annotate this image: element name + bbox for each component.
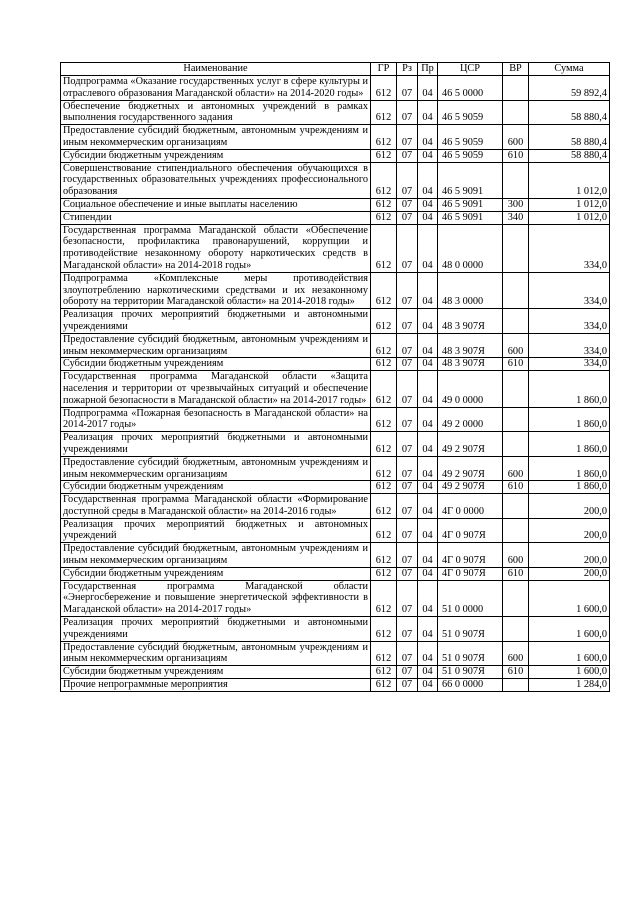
cell-sum: 1 600,0 [529, 666, 610, 679]
cell-csr: 46 5 0000 [438, 76, 503, 101]
cell-gr: 612 [371, 481, 397, 494]
cell-name: Предоставление субсидий бюджетным, автономным учреждениям и иным некоммерческим организациям [61, 456, 371, 481]
table-row [61, 617, 610, 642]
cell-csr: 46 5 9091 [438, 198, 503, 211]
cell-vr: 600 [503, 333, 529, 358]
table-row [61, 641, 610, 666]
cell-csr: 48 3 907Я [438, 333, 503, 358]
cell-vr [503, 309, 529, 334]
cell-sum: 334,0 [529, 333, 610, 358]
cell-name: Стипендии [61, 211, 371, 224]
cell-rz: 07 [397, 125, 418, 150]
cell-rz: 07 [397, 666, 418, 679]
cell-csr: 46 5 9059 [438, 149, 503, 162]
cell-name: Социальное обеспечение и иные выплаты населению [61, 198, 371, 211]
cell-csr: 51 0 907Я [438, 641, 503, 666]
cell-pr: 04 [418, 371, 438, 407]
cell-sum: 1 284,0 [529, 679, 610, 692]
cell-name: Подпрограмма «Комплексные меры противодействия злоупотреблению наркотическими средствами и их незаконному обороту на территории Магаданской области» на 2014-2018 годы» [61, 272, 371, 308]
cell-csr: 46 5 9091 [438, 211, 503, 224]
table-row [61, 543, 610, 568]
cell-sum: 1 600,0 [529, 617, 610, 642]
cell-vr: 610 [503, 149, 529, 162]
cell-rz: 07 [397, 358, 418, 371]
cell-vr: 300 [503, 198, 529, 211]
cell-pr: 04 [418, 580, 438, 616]
cell-name: Субсидии бюджетным учреждениям [61, 358, 371, 371]
cell-name: Государственная программа Магаданской области «Защита населения и территории от чрезвычайных ситуаций и обеспечение пожарной безопасности в Магаданской области» на 2014-2017 годы» [61, 371, 371, 407]
cell-name: Реализация прочих мероприятий бюджетными и автономными учреждениями [61, 432, 371, 457]
header-name: Наименование [61, 63, 371, 76]
cell-rz: 07 [397, 333, 418, 358]
cell-rz: 07 [397, 76, 418, 101]
cell-rz: 07 [397, 371, 418, 407]
cell-csr: 49 2 907Я [438, 456, 503, 481]
cell-gr: 612 [371, 211, 397, 224]
cell-gr: 612 [371, 567, 397, 580]
cell-csr: 48 3 0000 [438, 272, 503, 308]
cell-sum: 1 860,0 [529, 481, 610, 494]
cell-sum: 1 012,0 [529, 162, 610, 198]
cell-name: Подпрограмма «Оказание государственных услуг в сфере культуры и отраслевого образования Магаданской области» на 2014-2020 годы» [61, 76, 371, 101]
cell-csr: 51 0 907Я [438, 666, 503, 679]
table-row [61, 666, 610, 679]
cell-sum: 1 860,0 [529, 371, 610, 407]
cell-gr: 612 [371, 494, 397, 519]
cell-vr [503, 371, 529, 407]
cell-gr: 612 [371, 76, 397, 101]
cell-gr: 612 [371, 224, 397, 272]
cell-csr: 49 0 0000 [438, 371, 503, 407]
cell-vr [503, 407, 529, 432]
cell-gr: 612 [371, 333, 397, 358]
cell-vr: 610 [503, 666, 529, 679]
table-row [61, 567, 610, 580]
cell-pr: 04 [418, 518, 438, 543]
cell-rz: 07 [397, 224, 418, 272]
cell-sum: 58 880,4 [529, 125, 610, 150]
cell-name: Субсидии бюджетным учреждениям [61, 567, 371, 580]
cell-gr: 612 [371, 456, 397, 481]
cell-sum: 1 860,0 [529, 456, 610, 481]
cell-sum: 1 860,0 [529, 432, 610, 457]
cell-rz: 07 [397, 580, 418, 616]
cell-name: Прочие непрограммные мероприятия [61, 679, 371, 692]
cell-sum: 334,0 [529, 358, 610, 371]
header-gr: ГР [371, 63, 397, 76]
cell-rz: 07 [397, 567, 418, 580]
cell-vr: 600 [503, 125, 529, 150]
table-body [61, 76, 610, 692]
cell-csr: 51 0 0000 [438, 580, 503, 616]
table-row [61, 224, 610, 272]
cell-pr: 04 [418, 407, 438, 432]
table-row [61, 432, 610, 457]
cell-vr [503, 518, 529, 543]
cell-name: Государственная программа Магаданской области «Энергосбережение и повышение энергетической эффективности в Магаданской области» на 2014-2017 годы» [61, 580, 371, 616]
cell-name: Субсидии бюджетным учреждениям [61, 481, 371, 494]
header-csr: ЦСР [438, 63, 503, 76]
cell-gr: 612 [371, 518, 397, 543]
cell-csr: 4Г 0 907Я [438, 567, 503, 580]
cell-sum: 200,0 [529, 494, 610, 519]
table-row [61, 125, 610, 150]
cell-rz: 07 [397, 543, 418, 568]
cell-rz: 07 [397, 641, 418, 666]
cell-rz: 07 [397, 456, 418, 481]
cell-csr: 48 0 0000 [438, 224, 503, 272]
table-row [61, 679, 610, 692]
cell-name: Государственная программа Магаданской области «Обеспечение безопасности, профилактика правонарушений, коррупции и противодействие незаконному обороту наркотических средств в Магаданской области» на 2014-2018 годы» [61, 224, 371, 272]
table-row [61, 309, 610, 334]
cell-name: Подпрограмма «Пожарная безопасность в Магаданской области» на 2014-2017 годы» [61, 407, 371, 432]
cell-vr [503, 76, 529, 101]
cell-csr: 46 5 9059 [438, 125, 503, 150]
header-vr: ВР [503, 63, 529, 76]
header-rz: Рз [397, 63, 418, 76]
cell-pr: 04 [418, 358, 438, 371]
cell-pr: 04 [418, 617, 438, 642]
table-row [61, 333, 610, 358]
cell-csr: 48 3 907Я [438, 358, 503, 371]
cell-gr: 612 [371, 679, 397, 692]
cell-vr: 600 [503, 641, 529, 666]
cell-gr: 612 [371, 641, 397, 666]
cell-vr: 610 [503, 358, 529, 371]
cell-rz: 07 [397, 679, 418, 692]
cell-rz: 07 [397, 518, 418, 543]
table-row [61, 371, 610, 407]
cell-rz: 07 [397, 617, 418, 642]
cell-sum: 200,0 [529, 543, 610, 568]
table-row [61, 198, 610, 211]
cell-rz: 07 [397, 100, 418, 125]
table-row [61, 358, 610, 371]
cell-gr: 612 [371, 666, 397, 679]
cell-vr: 610 [503, 567, 529, 580]
cell-rz: 07 [397, 149, 418, 162]
cell-sum: 1 600,0 [529, 580, 610, 616]
cell-pr: 04 [418, 679, 438, 692]
cell-gr: 612 [371, 162, 397, 198]
cell-pr: 04 [418, 432, 438, 457]
cell-rz: 07 [397, 211, 418, 224]
cell-name: Реализация прочих мероприятий бюджетными и автономными учреждениями [61, 309, 371, 334]
cell-gr: 612 [371, 125, 397, 150]
cell-sum: 334,0 [529, 272, 610, 308]
cell-name: Субсидии бюджетным учреждениям [61, 666, 371, 679]
cell-pr: 04 [418, 567, 438, 580]
cell-name: Предоставление субсидий бюджетным, автономным учреждениям и иным некоммерческим организациям [61, 333, 371, 358]
cell-vr: 340 [503, 211, 529, 224]
cell-vr [503, 679, 529, 692]
table-row [61, 481, 610, 494]
cell-sum: 58 880,4 [529, 100, 610, 125]
cell-name: Совершенствование стипендиального обеспечения обучающихся в государственных образовательных учреждениях профессионального образования [61, 162, 371, 198]
cell-pr: 04 [418, 543, 438, 568]
cell-pr: 04 [418, 333, 438, 358]
cell-sum: 334,0 [529, 224, 610, 272]
table-row [61, 518, 610, 543]
cell-gr: 612 [371, 272, 397, 308]
cell-gr: 612 [371, 198, 397, 211]
cell-name: Предоставление субсидий бюджетным, автономным учреждениям и иным некоммерческим организациям [61, 125, 371, 150]
cell-sum: 1 012,0 [529, 211, 610, 224]
cell-csr: 48 3 907Я [438, 309, 503, 334]
table-header-row [61, 63, 610, 76]
cell-csr: 4Г 0 907Я [438, 518, 503, 543]
cell-vr [503, 580, 529, 616]
cell-rz: 07 [397, 198, 418, 211]
cell-rz: 07 [397, 407, 418, 432]
table-row [61, 456, 610, 481]
table-row [61, 272, 610, 308]
cell-sum: 200,0 [529, 518, 610, 543]
cell-pr: 04 [418, 149, 438, 162]
cell-name: Субсидии бюджетным учреждениям [61, 149, 371, 162]
cell-csr: 49 2 907Я [438, 432, 503, 457]
cell-vr: 600 [503, 456, 529, 481]
cell-gr: 612 [371, 371, 397, 407]
cell-pr: 04 [418, 456, 438, 481]
cell-name: Реализация прочих мероприятий бюджетных и автономных учреждений [61, 518, 371, 543]
cell-pr: 04 [418, 211, 438, 224]
cell-vr [503, 100, 529, 125]
cell-sum: 1 600,0 [529, 641, 610, 666]
table-row [61, 149, 610, 162]
cell-vr [503, 617, 529, 642]
cell-pr: 04 [418, 641, 438, 666]
cell-gr: 612 [371, 407, 397, 432]
cell-gr: 612 [371, 543, 397, 568]
cell-name: Реализация прочих мероприятий бюджетными и автономными учреждениями [61, 617, 371, 642]
cell-vr: 610 [503, 481, 529, 494]
cell-csr: 46 5 9059 [438, 100, 503, 125]
cell-csr: 4Г 0 0000 [438, 494, 503, 519]
cell-name: Предоставление субсидий бюджетным, автономным учреждениям и иным некоммерческим организациям [61, 641, 371, 666]
cell-csr: 66 0 0000 [438, 679, 503, 692]
cell-pr: 04 [418, 198, 438, 211]
cell-csr: 4Г 0 907Я [438, 543, 503, 568]
cell-sum: 334,0 [529, 309, 610, 334]
budget-table [60, 62, 610, 692]
cell-sum: 58 880,4 [529, 149, 610, 162]
cell-name: Обеспечение бюджетных и автономных учреждений в рамках выполнения государственного задания [61, 100, 371, 125]
cell-pr: 04 [418, 494, 438, 519]
cell-gr: 612 [371, 358, 397, 371]
table-row [61, 100, 610, 125]
cell-gr: 612 [371, 149, 397, 162]
cell-pr: 04 [418, 666, 438, 679]
cell-rz: 07 [397, 162, 418, 198]
cell-vr [503, 432, 529, 457]
cell-pr: 04 [418, 272, 438, 308]
table-row [61, 162, 610, 198]
cell-pr: 04 [418, 162, 438, 198]
cell-sum: 1 012,0 [529, 198, 610, 211]
cell-gr: 612 [371, 100, 397, 125]
cell-pr: 04 [418, 481, 438, 494]
cell-sum: 1 860,0 [529, 407, 610, 432]
table-row [61, 580, 610, 616]
cell-sum: 200,0 [529, 567, 610, 580]
cell-pr: 04 [418, 224, 438, 272]
table-row [61, 76, 610, 101]
cell-pr: 04 [418, 100, 438, 125]
cell-gr: 612 [371, 617, 397, 642]
cell-vr [503, 272, 529, 308]
cell-vr [503, 162, 529, 198]
cell-gr: 612 [371, 432, 397, 457]
cell-rz: 07 [397, 481, 418, 494]
cell-gr: 612 [371, 309, 397, 334]
cell-gr: 612 [371, 580, 397, 616]
table-row [61, 494, 610, 519]
cell-vr [503, 224, 529, 272]
table-row [61, 407, 610, 432]
cell-vr [503, 494, 529, 519]
cell-vr: 600 [503, 543, 529, 568]
cell-sum: 59 892,4 [529, 76, 610, 101]
table-row [61, 211, 610, 224]
cell-rz: 07 [397, 309, 418, 334]
cell-csr: 49 2 907Я [438, 481, 503, 494]
header-sum: Сумма [529, 63, 610, 76]
cell-rz: 07 [397, 432, 418, 457]
cell-csr: 51 0 907Я [438, 617, 503, 642]
cell-rz: 07 [397, 272, 418, 308]
cell-name: Предоставление субсидий бюджетным, автономным учреждениям и иным некоммерческим организациям [61, 543, 371, 568]
cell-csr: 46 5 9091 [438, 162, 503, 198]
cell-csr: 49 2 0000 [438, 407, 503, 432]
cell-name: Государственная программа Магаданской области «Формирование доступной среды в Магаданской области» на 2014-2016 годы» [61, 494, 371, 519]
cell-pr: 04 [418, 76, 438, 101]
header-pr: Пр [418, 63, 438, 76]
cell-pr: 04 [418, 125, 438, 150]
cell-rz: 07 [397, 494, 418, 519]
cell-pr: 04 [418, 309, 438, 334]
